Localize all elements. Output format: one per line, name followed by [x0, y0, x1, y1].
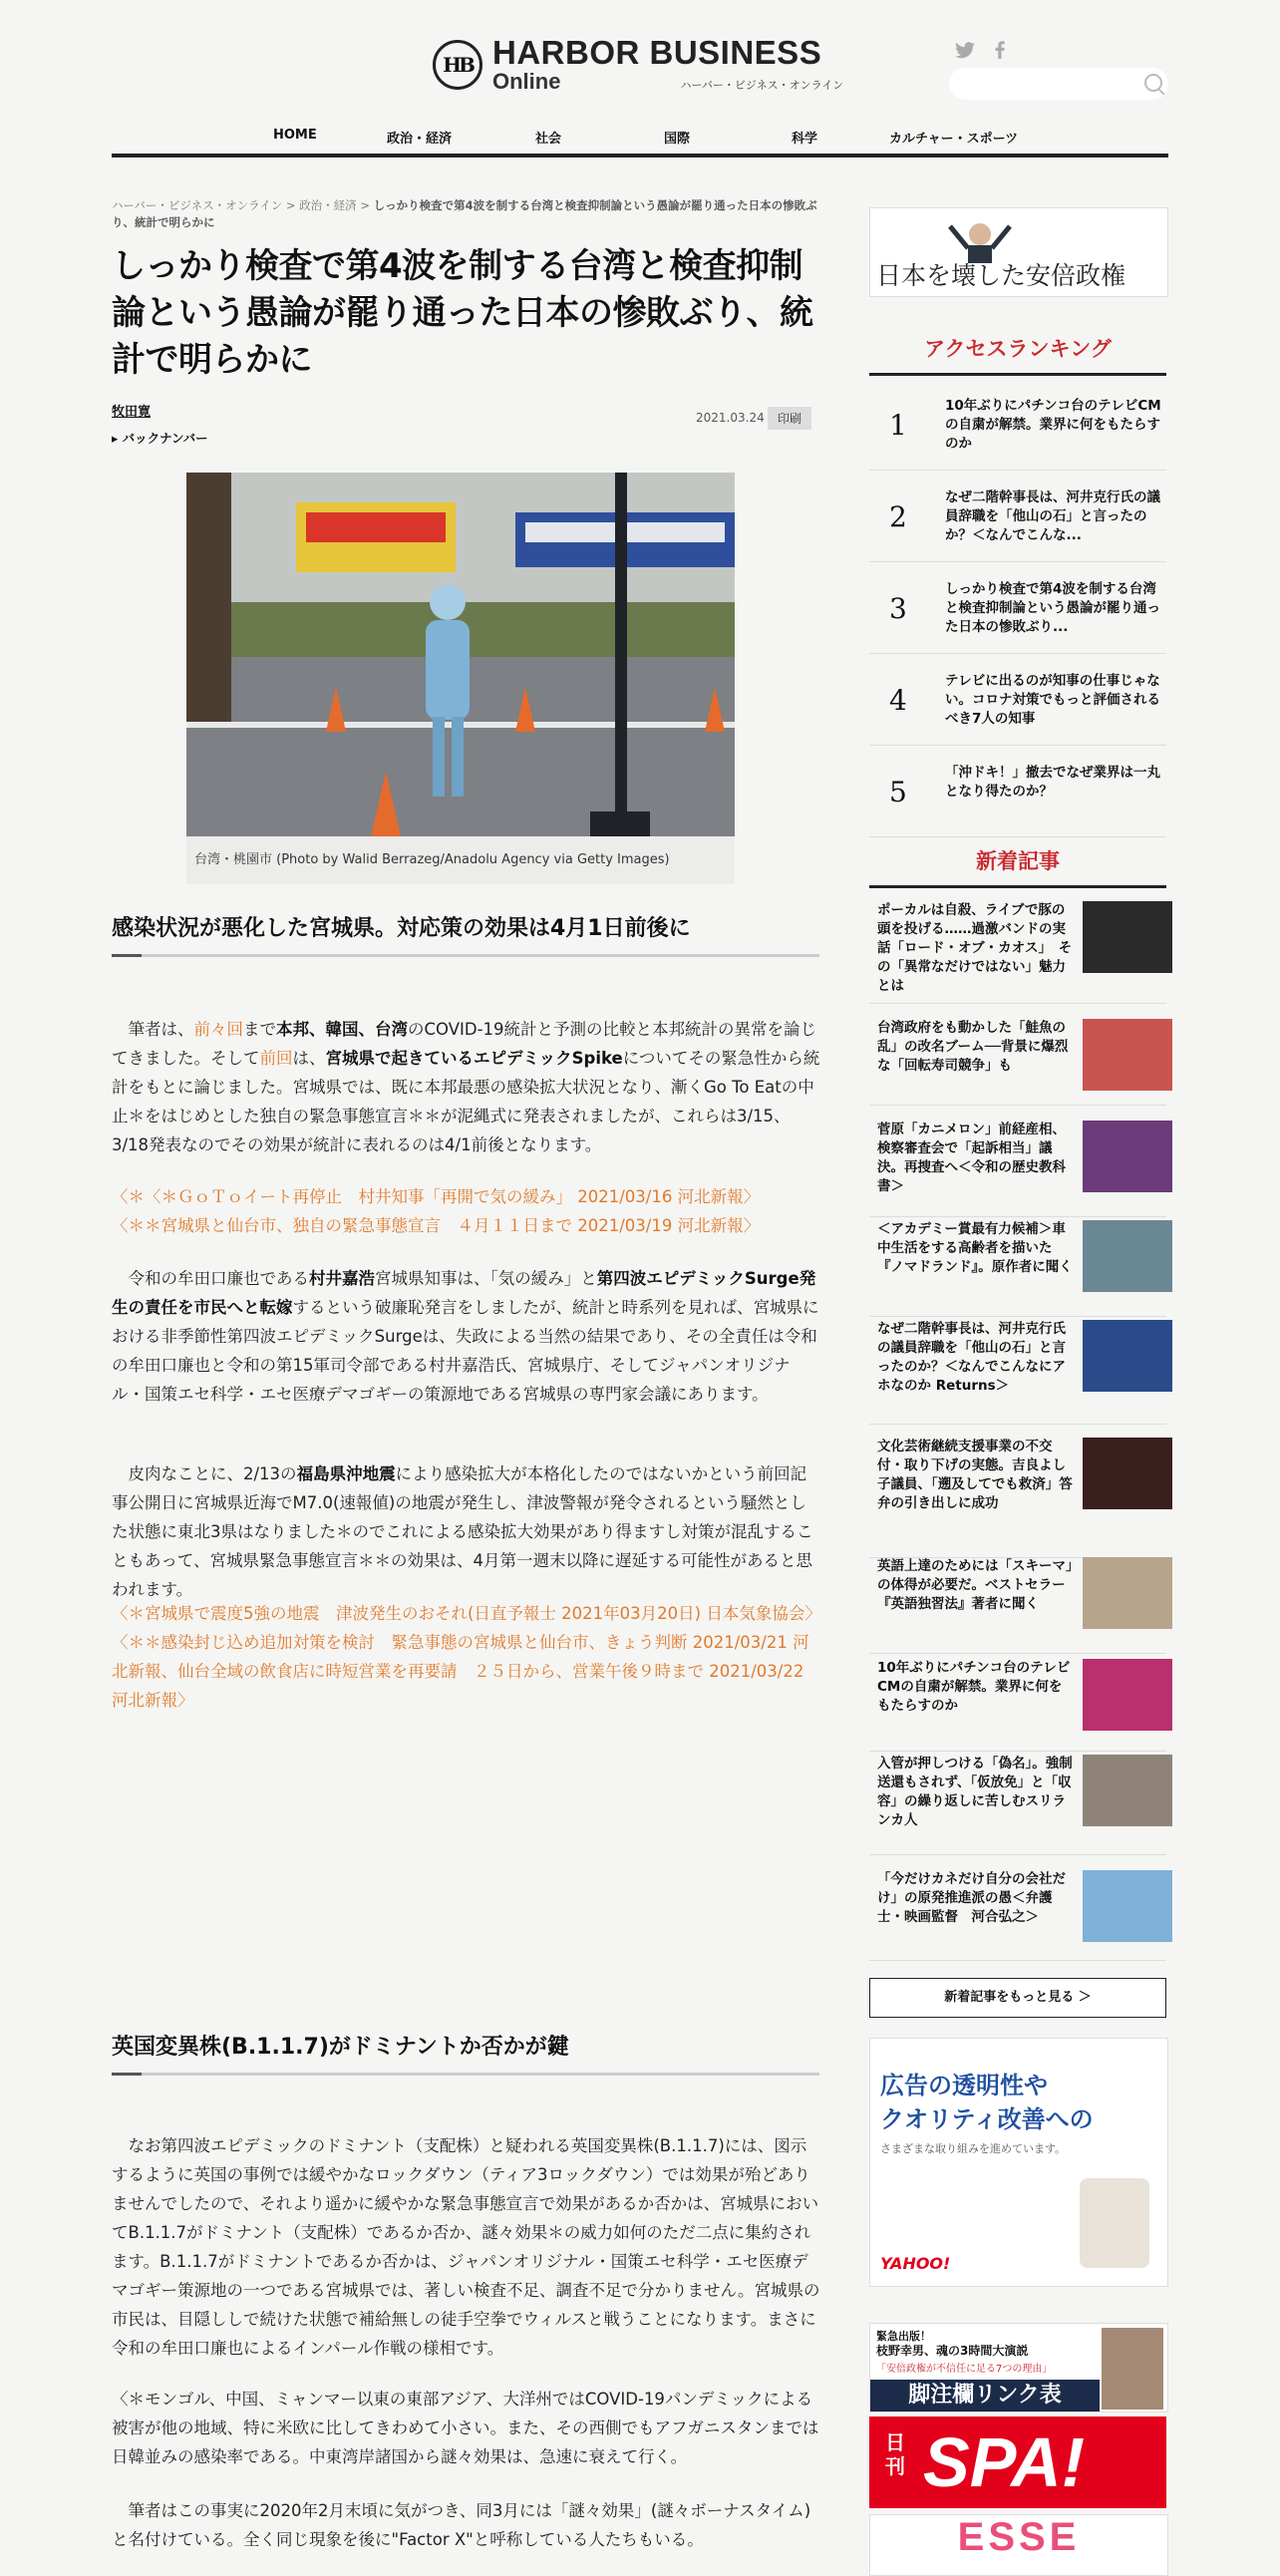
new-article-title: なぜ二階幹事長は、河井克行氏の議員辞職を「他山の石」と言ったのか？＜なんでこんなにアホなのか Returns＞	[877, 1321, 1066, 1394]
ranking-item[interactable]	[869, 654, 1166, 746]
nav-society[interactable]: 社会	[535, 132, 562, 147]
ranking-number: 1	[889, 409, 907, 442]
new-article-title: 文化芸術継続支援事業の不交付・取り下げの実態。吉良よし子議員、「遡及してでも救済」答弁の引き出しに成功	[877, 1439, 1073, 1511]
new-article-item[interactable]	[869, 1755, 1166, 1855]
new-article-title: 入管が押しつける「偽名」。強制送還もされず、「仮放免」と「収容」の繰り返しに苦しむスリランカ人	[877, 1756, 1073, 1828]
section-heading-2: 英国変異株(B.1.1.7)がドミナントか否かが鍵	[112, 2030, 819, 2076]
new-articles-heading: 新着記事	[869, 845, 1166, 888]
new-article-thumbnail	[1083, 1557, 1172, 1629]
link-previous-previous[interactable]: 前々回	[193, 1020, 243, 1039]
new-article-thumbnail	[1083, 1659, 1172, 1731]
sidebar-banner-abe[interactable]	[869, 207, 1168, 297]
author-link[interactable]: 牧田寛	[112, 405, 152, 420]
new-article-item[interactable]	[869, 1121, 1166, 1217]
paragraph-2: 令和の牟田口廉也である村井嘉浩宮城県知事は、「気の緩み」と第四波エピデミックSurge発生の責任を市民へと転嫁するという破廉恥発言をしましたが、統計と時系列を見れば、宮城県における非季節性第四波エピデミックSurgeは、失政による当然の結果であり、その全責任は令和の牟田口廉也と令和の第15軍司令部である村井嘉浩氏、宮城県庁、そしてジャパンオリジナル・国策エセ科学・エセ医療デマゴギーの策源地である宮城県の専門家会議にあります。	[112, 1269, 819, 1404]
new-article-item[interactable]	[869, 1557, 1166, 1654]
paragraph-4: なお第四波エピデミックのドミナント（支配株）と疑われる英国変異株(B.1.1.7)には、図示するように英国の事例では緩やかなロックダウン（ティア3ロックダウン）では効果が殆どありませんでしたので、それより遥かに緩やかな緊急事態宣言で効果があるか否かは、宮城県においてB.1.1.7がドミナント（支配株）であるか否か、謎々効果＊の威力如何のただ二点に集約されます。B.1.1.7がドミナントであるか否かは、ジャパンオリジナル・国策エセ科学・エセ医療デマゴギー策源地の一つである宮城県では、著しい検査不足、調査不足で分かりません。宮城県の市民は、目隠ししで続けた状態で補給無しの徒手空拳でウィルスと戦うことになります。まさに令和の牟田口廉也によるインパール作戦の様相です。	[112, 2136, 820, 2358]
facebook-icon[interactable]	[995, 40, 1005, 64]
paragraph-3: 皮肉なことに、2/13の福島県沖地震により感染拡大が本格化したのではないかという前回記事公開日に宮城県近海でM7.0(速報値)の地震が発生し、津波警報が発令されるという騒然とした状態に東北3県はなりました＊のでこれによる感染拡大効果があり得ますし対策が混乱することもあって、宮城県緊急事態宣言＊＊の効果は、4月第一週末以降に遅延する可能性があると思われます。	[112, 1464, 813, 1599]
new-article-title: 菅原「カニメロン」前経産相、検察審査会で「起訴相当」議決。再捜査へ＜令和の歴史教科書＞	[877, 1122, 1066, 1194]
backnumber-link[interactable]: ▸ バックナンバー	[112, 431, 208, 446]
ad-brand: YAHOO!	[880, 2254, 951, 2273]
ad-line-3: さまざまな取り組みを進めています。	[880, 2142, 1067, 2155]
main-nav	[112, 124, 1168, 158]
site-logo[interactable]	[433, 36, 843, 93]
logo-main-text: HARBOR BUSINESS	[492, 34, 822, 71]
new-article-item[interactable]	[869, 1019, 1166, 1106]
article-photo	[186, 473, 735, 836]
nav-home[interactable]: HOME	[273, 128, 317, 143]
ranking-title: 「沖ドキ！」撤去でなぜ業界は一丸となり得たのか？	[945, 765, 1160, 800]
ad-spa-big: SPA!	[923, 2423, 1086, 2501]
new-article-thumbnail	[1083, 1755, 1172, 1826]
ranking-title: 10年ぶりにパチンコ台のテレビCMの自粛が解禁。業界に何をもたらすのか	[945, 398, 1161, 452]
new-article-thumbnail	[1083, 1019, 1172, 1091]
ranking-title: なぜ二階幹事長は、河井克行氏の議員辞職を「他山の石」と言ったのか？＜なんでこんな...	[945, 489, 1160, 543]
reference-links-1: 〈＊〈＊ＧｏＴｏイート再停止 村井知事「再開で気の緩み」 2021/03/16 河北新報〉 〈＊＊宮城県と仙台市、独自の緊急事態宣言 ４月１１日まで 2021/03/19 河北新報〉	[112, 1187, 761, 1235]
logo-sub-text: Online	[492, 69, 561, 94]
ad-esse-text: ESSE	[957, 2515, 1081, 2559]
ad-link-main: 脚注欄リンク表	[870, 2380, 1100, 2412]
logo-kana: ハーバー・ビジネス・オンライン	[680, 80, 844, 92]
more-new-articles-button[interactable]: 新着記事をもっと見る ＞	[869, 1978, 1166, 2018]
new-article-thumbnail	[1083, 1870, 1172, 1942]
breadcrumb-current: しっかり検査で第4波を制する台湾と検査抑制論という愚論が罷り通った日本の惨敗ぶり、統計で明らかに	[112, 198, 817, 229]
breadcrumb: ハーバー・ビジネス・オンライン > 政治・経済 > しっかり検査で第4波を制する台湾と検査抑制論という愚論が罷り通った日本の惨敗ぶり、統計で明らかに	[112, 198, 817, 229]
reference-link-gotoeat[interactable]: 〈＊ＧｏＴｏイート再停止 村井知事「再開で気の緩み」 2021/03/16 河北新報〉	[145, 1187, 761, 1206]
reference-link-containment[interactable]: 感染封じ込め追加対策を検討 緊急事態の宮城県と仙台市、きょう判断 2021/03/21 河北新報	[112, 1633, 809, 1681]
new-article-title: ポーカルは自殺、ライブで豚の頭を投げる……過激バンドの実話「ロード・オブ・カオス」 その「異常なだけではない」魅力とは	[877, 902, 1073, 994]
link-previous[interactable]: 前回	[259, 1049, 293, 1068]
paragraph-1: 筆者は、前々回まで本邦、韓国、台湾のCOVID-19統計と予測の比較と本邦統計の異常を論じてきました。そして前回は、宮城県で起きているエピデミックSpikeについてその緊急性から統計をもとに論じました。宮城県では、既に本邦最悪の感染拡大状況となり、漸くGo To Eatの中止＊をはじめとした独自の緊急事態宣言＊＊が泥縄式に発表されましたが、これらは3/15、3/18発表なのでその効果が統計に表れるのは4/1前後となります。	[112, 1020, 820, 1154]
nav-international[interactable]: 国際	[664, 132, 691, 147]
ad-link-sub: 「安倍政権が不信任に足る7つの理由」	[876, 2364, 1053, 2375]
search-icon[interactable]	[1144, 74, 1162, 92]
new-article-thumbnail	[1083, 1438, 1172, 1509]
ad-banner-yahoo[interactable]	[869, 2038, 1168, 2287]
site-header	[0, 0, 1280, 160]
ad-banner-esse[interactable]	[869, 2514, 1168, 2576]
photo-caption: 台湾・桃園市 (Photo by Walid Berrazeg/Anadolu Agency via Getty Images)	[186, 836, 735, 884]
paragraph-6: 筆者はこの事実に2020年2月末頃に気がつき、同3月には「謎々効果」(謎々ボーナスタイム)と名付けている。全く同じ現象を後に"Factor X"と呼称している人たちもいる。	[112, 2501, 811, 2549]
ranking-heading: アクセスランキング	[869, 333, 1166, 376]
new-article-thumbnail	[1083, 901, 1172, 973]
reference-link-earthquake[interactable]: 〈＊宮城県で震度5強の地震 津波発生のおそれ(日直予報士 2021年03月20日) 日本気象協会〉	[112, 1604, 821, 1623]
publish-date: 2021.03.24	[696, 411, 765, 425]
nav-science[interactable]: 科学	[792, 132, 818, 147]
new-article-title: ＜アカデミー賞最有力候補＞車中生活をする高齢者を描いた『ノマドランド』。原作者に聞く	[877, 1221, 1073, 1275]
new-article-thumbnail	[1083, 1121, 1172, 1192]
ad-spa-small: 日刊	[885, 2430, 905, 2478]
new-article-item[interactable]	[869, 901, 1166, 1004]
new-article-item[interactable]	[869, 1659, 1166, 1752]
new-article-title: 台湾政府をも動かした「鮭魚の乱」の改名ブーム──背景に爆烈な「回転寿司競争」も	[877, 1020, 1069, 1074]
ranking-item[interactable]	[869, 562, 1166, 654]
ranking-number: 2	[889, 500, 907, 533]
sidebar-banner-text: 日本を壊した安倍政権	[876, 261, 1126, 290]
ad-link-line: 枝野幸男、魂の3時間大演説	[876, 2344, 1029, 2358]
nav-politics-economy[interactable]: 政治・経済	[387, 132, 453, 147]
logo-mark-icon: HB	[433, 40, 482, 90]
ranking-title: テレビに出るのが知事の仕事じゃない。コロナ対策でもっと評価されるべき7人の知事	[945, 673, 1160, 727]
new-article-title: 英語上達のためには「スキーマ」の体得が必要だ。ベストセラー『英語独習法』著者に聞く	[877, 1558, 1073, 1612]
nav-culture-sports[interactable]: カルチャー・スポーツ	[889, 132, 1019, 147]
new-article-thumbnail	[1083, 1320, 1172, 1392]
new-article-item[interactable]	[869, 1320, 1166, 1425]
ad-phone-image	[1080, 2178, 1149, 2268]
ranking-item[interactable]	[869, 746, 1166, 837]
new-article-item[interactable]	[869, 1220, 1166, 1317]
search-input[interactable]	[949, 68, 1168, 100]
print-button[interactable]: 印刷	[768, 407, 811, 430]
section-heading-1: 感染状況が悪化した宮城県。対応策の効果は4月1日前後に	[112, 911, 819, 957]
ranking-title: しっかり検査で第4波を制する台湾と検査抑制論という愚論が罷り通った日本の惨敗ぶり...	[945, 581, 1160, 635]
ranking-number: 4	[889, 684, 907, 717]
reference-link-emergency[interactable]: 〈＊＊宮城県と仙台市、独自の緊急事態宣言 ４月１１日まで 2021/03/19 河北新報〉	[112, 1216, 761, 1235]
ad-banner-spa[interactable]	[869, 2416, 1166, 2508]
ranking-item[interactable]	[869, 379, 1166, 471]
twitter-icon[interactable]	[955, 40, 975, 64]
ad-line-1: 広告の透明性や	[880, 2072, 1048, 2099]
ad-line-2: クオリティ改善への	[880, 2105, 1094, 2133]
ranking-number: 3	[889, 592, 907, 625]
paragraph-5: 〈＊モンゴル、中国、ミャンマー以東の東部アジア、大洋州ではCOVID-19パンデミックによる被害が他の地域、特に米欧に比してきわめて小さい。また、その西側でもアフガニスタンまでは日韓並みの感染率である。中東湾岸諸国から謎々効果は、急速に衰えて行く。	[112, 2390, 819, 2466]
new-article-thumbnail	[1083, 1220, 1172, 1292]
ad-banner-footnote-links[interactable]	[869, 2323, 1168, 2413]
reference-link-shortened-hours[interactable]: 仙台全域の飲食店に時短営業を再要請 ２５日から、営業午後９時まで 2021/03/22 河北新報	[112, 1662, 804, 1710]
ranking-number: 5	[889, 776, 907, 808]
new-article-title: 10年ぶりにパチンコ台のテレビCMの自粛が解禁。業界に何をもたらすのか	[877, 1660, 1071, 1714]
ranking-item[interactable]	[869, 471, 1166, 562]
breadcrumb-category[interactable]: 政治・経済	[299, 198, 357, 212]
new-article-item[interactable]	[869, 1870, 1166, 1961]
new-article-title: 「今だけカネだけ自分の会社だけ」の原発推進派の愚＜弁護士・映画監督 河合弘之＞	[877, 1871, 1066, 1925]
new-article-item[interactable]	[869, 1438, 1166, 1558]
ad-link-portrait	[1102, 2328, 1163, 2410]
article-title: しっかり検査で第4波を制する台湾と検査抑制論という愚論が罷り通った日本の惨敗ぶり、統計で明らかに	[112, 246, 813, 380]
breadcrumb-home[interactable]: ハーバー・ビジネス・オンライン	[112, 198, 283, 212]
ad-link-tag: 緊急出版！	[876, 2330, 931, 2343]
reference-links-2: 〈＊宮城県で震度5強の地震 津波発生のおそれ(日直予報士 2021年03月20日) 日本気象協会〉 〈＊＊感染封じ込め追加対策を検討 緊急事態の宮城県と仙台市、きょう判断 2021/03/21 河北新報、仙台全域の飲食店に時短営業を再要請 ２５日から、営業午後９時まで 2021/03/22 河北新報〉	[112, 1604, 821, 1710]
